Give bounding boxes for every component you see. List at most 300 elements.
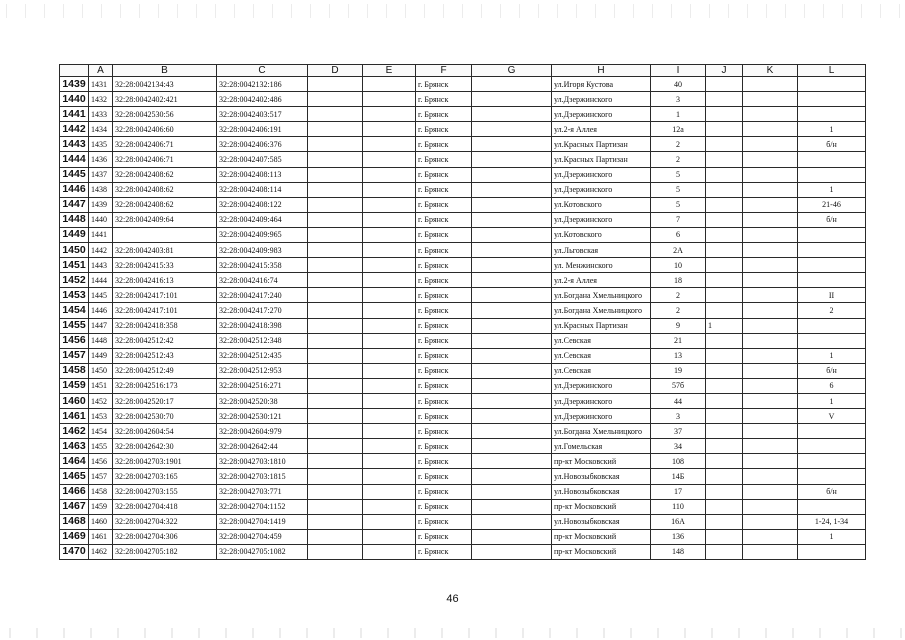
cell-h[interactable]: пр-кт Московский — [552, 454, 651, 469]
cell-d[interactable] — [308, 348, 363, 363]
cell-g[interactable] — [472, 484, 552, 499]
cell-c[interactable]: 32:28:0042604:979 — [217, 424, 308, 439]
cell-i[interactable]: 44 — [651, 393, 706, 408]
cell-j[interactable] — [706, 303, 743, 318]
cell-k[interactable] — [743, 258, 798, 273]
cell-e[interactable] — [363, 409, 416, 424]
cell-i[interactable]: 2 — [651, 152, 706, 167]
cell-h[interactable]: ул.Дзержинского — [552, 107, 651, 122]
cell-b[interactable]: 32:28:0042406:71 — [113, 152, 217, 167]
cell-d[interactable] — [308, 333, 363, 348]
cell-k[interactable] — [743, 469, 798, 484]
cell-e[interactable] — [363, 318, 416, 333]
cell-c[interactable]: 32:28:0042408:122 — [217, 197, 308, 212]
cell-f[interactable]: г. Брянск — [416, 378, 472, 393]
cell-i[interactable]: 2 — [651, 303, 706, 318]
cell-d[interactable] — [308, 303, 363, 318]
cell-k[interactable] — [743, 182, 798, 197]
cell-h[interactable]: ул.2-я Аллея — [552, 122, 651, 137]
cell-g[interactable] — [472, 137, 552, 152]
cell-j[interactable] — [706, 182, 743, 197]
cell-a[interactable]: 1438 — [89, 182, 113, 197]
cell-j[interactable] — [706, 107, 743, 122]
cell-l[interactable] — [798, 107, 866, 122]
column-header-h[interactable]: H — [552, 65, 651, 77]
row-number[interactable]: 1442 — [60, 122, 89, 137]
cell-g[interactable] — [472, 288, 552, 303]
cell-b[interactable]: 32:28:0042403:81 — [113, 243, 217, 258]
cell-j[interactable] — [706, 348, 743, 363]
cell-g[interactable] — [472, 122, 552, 137]
cell-d[interactable] — [308, 107, 363, 122]
cell-i[interactable]: 34 — [651, 439, 706, 454]
column-header-l[interactable]: L — [798, 65, 866, 77]
cell-g[interactable] — [472, 454, 552, 469]
cell-g[interactable] — [472, 152, 552, 167]
cell-e[interactable] — [363, 363, 416, 378]
cell-h[interactable]: ул.Котовского — [552, 197, 651, 212]
cell-l[interactable] — [798, 454, 866, 469]
cell-b[interactable]: 32:28:0042520:17 — [113, 393, 217, 408]
cell-j[interactable] — [706, 439, 743, 454]
cell-j[interactable] — [706, 273, 743, 288]
cell-g[interactable] — [472, 393, 552, 408]
cell-j[interactable] — [706, 288, 743, 303]
cell-c[interactable]: 32:28:0042406:376 — [217, 137, 308, 152]
cell-b[interactable]: 32:28:0042417:101 — [113, 303, 217, 318]
row-number[interactable]: 1453 — [60, 288, 89, 303]
cell-i[interactable]: 19 — [651, 363, 706, 378]
cell-a[interactable]: 1431 — [89, 77, 113, 92]
cell-c[interactable]: 32:28:0042416:74 — [217, 273, 308, 288]
cell-h[interactable]: ул.Гомельская — [552, 439, 651, 454]
cell-b[interactable]: 32:28:0042402:421 — [113, 92, 217, 107]
cell-e[interactable] — [363, 393, 416, 408]
cell-b[interactable]: 32:28:0042703:165 — [113, 469, 217, 484]
cell-j[interactable] — [706, 424, 743, 439]
cell-j[interactable] — [706, 227, 743, 242]
cell-i[interactable]: 108 — [651, 454, 706, 469]
cell-k[interactable] — [743, 333, 798, 348]
cell-k[interactable] — [743, 378, 798, 393]
cell-b[interactable]: 32:28:0042704:418 — [113, 499, 217, 514]
cell-j[interactable] — [706, 167, 743, 182]
cell-g[interactable] — [472, 469, 552, 484]
cell-f[interactable]: г. Брянск — [416, 167, 472, 182]
row-number[interactable]: 1463 — [60, 439, 89, 454]
cell-h[interactable]: ул.Дзержинского — [552, 212, 651, 227]
row-number[interactable]: 1470 — [60, 544, 89, 559]
row-number[interactable]: 1446 — [60, 182, 89, 197]
cell-b[interactable]: 32:28:0042604:54 — [113, 424, 217, 439]
cell-i[interactable]: 1 — [651, 107, 706, 122]
cell-g[interactable] — [472, 363, 552, 378]
cell-h[interactable]: ул.Красных Партизан — [552, 318, 651, 333]
cell-e[interactable] — [363, 92, 416, 107]
cell-e[interactable] — [363, 227, 416, 242]
cell-b[interactable]: 32:28:0042530:70 — [113, 409, 217, 424]
column-header-c[interactable]: C — [217, 65, 308, 77]
cell-j[interactable] — [706, 137, 743, 152]
cell-b[interactable]: 32:28:0042409:64 — [113, 212, 217, 227]
row-number[interactable]: 1456 — [60, 333, 89, 348]
cell-i[interactable]: 5 — [651, 197, 706, 212]
cell-k[interactable] — [743, 363, 798, 378]
row-number[interactable]: 1443 — [60, 137, 89, 152]
cell-k[interactable] — [743, 439, 798, 454]
cell-e[interactable] — [363, 303, 416, 318]
cell-e[interactable] — [363, 77, 416, 92]
row-number[interactable]: 1459 — [60, 378, 89, 393]
cell-f[interactable]: г. Брянск — [416, 243, 472, 258]
cell-c[interactable]: 32:28:0042418:398 — [217, 318, 308, 333]
cell-k[interactable] — [743, 484, 798, 499]
cell-k[interactable] — [743, 273, 798, 288]
cell-i[interactable]: 37 — [651, 424, 706, 439]
cell-e[interactable] — [363, 258, 416, 273]
cell-j[interactable] — [706, 243, 743, 258]
cell-g[interactable] — [472, 273, 552, 288]
cell-f[interactable]: г. Брянск — [416, 318, 472, 333]
cell-b[interactable]: 32:28:0042406:71 — [113, 137, 217, 152]
cell-l[interactable]: 21-46 — [798, 197, 866, 212]
cell-d[interactable] — [308, 258, 363, 273]
cell-c[interactable]: 32:28:0042704:1419 — [217, 514, 308, 529]
cell-i[interactable]: 17 — [651, 484, 706, 499]
cell-g[interactable] — [472, 227, 552, 242]
cell-a[interactable]: 1450 — [89, 363, 113, 378]
column-header-a[interactable]: A — [89, 65, 113, 77]
cell-c[interactable]: 32:28:0042403:517 — [217, 107, 308, 122]
cell-j[interactable] — [706, 378, 743, 393]
column-header-d[interactable]: D — [308, 65, 363, 77]
cell-l[interactable] — [798, 469, 866, 484]
cell-d[interactable] — [308, 227, 363, 242]
row-number[interactable]: 1444 — [60, 152, 89, 167]
cell-a[interactable]: 1449 — [89, 348, 113, 363]
cell-h[interactable]: пр-кт Московский — [552, 544, 651, 559]
cell-h[interactable]: пр-кт Московский — [552, 499, 651, 514]
cell-l[interactable]: 1 — [798, 529, 866, 544]
cell-c[interactable]: 32:28:0042642:44 — [217, 439, 308, 454]
cell-j[interactable] — [706, 544, 743, 559]
cell-f[interactable]: г. Брянск — [416, 122, 472, 137]
cell-j[interactable] — [706, 469, 743, 484]
row-number[interactable]: 1441 — [60, 107, 89, 122]
cell-h[interactable]: ул.Котовского — [552, 227, 651, 242]
cell-i[interactable]: 3 — [651, 409, 706, 424]
cell-g[interactable] — [472, 529, 552, 544]
cell-h[interactable]: ул.Дзержинского — [552, 393, 651, 408]
cell-b[interactable]: 32:28:0042408:62 — [113, 197, 217, 212]
cell-f[interactable]: г. Брянск — [416, 182, 472, 197]
cell-j[interactable] — [706, 77, 743, 92]
cell-c[interactable]: 32:28:0042409:965 — [217, 227, 308, 242]
cell-f[interactable]: г. Брянск — [416, 227, 472, 242]
cell-b[interactable] — [113, 227, 217, 242]
column-header-g[interactable]: G — [472, 65, 552, 77]
row-number[interactable]: 1449 — [60, 227, 89, 242]
cell-d[interactable] — [308, 378, 363, 393]
cell-h[interactable]: ул.Севская — [552, 363, 651, 378]
column-header-i[interactable]: I — [651, 65, 706, 77]
cell-d[interactable] — [308, 92, 363, 107]
cell-h[interactable]: ул.Богдана Хмельницкого — [552, 288, 651, 303]
cell-h[interactable]: ул.Севская — [552, 333, 651, 348]
cell-k[interactable] — [743, 499, 798, 514]
cell-i[interactable]: 5 — [651, 182, 706, 197]
cell-h[interactable]: ул.Богдана Хмельницкого — [552, 424, 651, 439]
cell-l[interactable]: V — [798, 409, 866, 424]
cell-a[interactable]: 1448 — [89, 333, 113, 348]
cell-g[interactable] — [472, 348, 552, 363]
cell-g[interactable] — [472, 318, 552, 333]
cell-h[interactable]: ул.2-я Аллея — [552, 273, 651, 288]
cell-f[interactable]: г. Брянск — [416, 303, 472, 318]
cell-e[interactable] — [363, 333, 416, 348]
cell-a[interactable]: 1435 — [89, 137, 113, 152]
cell-d[interactable] — [308, 544, 363, 559]
cell-d[interactable] — [308, 393, 363, 408]
cell-g[interactable] — [472, 167, 552, 182]
cell-k[interactable] — [743, 348, 798, 363]
row-number[interactable]: 1466 — [60, 484, 89, 499]
cell-g[interactable] — [472, 92, 552, 107]
cell-f[interactable]: г. Брянск — [416, 137, 472, 152]
cell-k[interactable] — [743, 288, 798, 303]
cell-a[interactable]: 1443 — [89, 258, 113, 273]
cell-b[interactable]: 32:28:0042415:33 — [113, 258, 217, 273]
cell-g[interactable] — [472, 303, 552, 318]
cell-d[interactable] — [308, 273, 363, 288]
cell-c[interactable]: 32:28:0042408:114 — [217, 182, 308, 197]
cell-h[interactable]: ул.Дзержинского — [552, 409, 651, 424]
cell-h[interactable]: ул.Дзержинского — [552, 167, 651, 182]
cell-l[interactable] — [798, 258, 866, 273]
cell-c[interactable]: 32:28:0042520:38 — [217, 393, 308, 408]
cell-f[interactable]: г. Брянск — [416, 212, 472, 227]
row-number[interactable]: 1464 — [60, 454, 89, 469]
cell-j[interactable] — [706, 454, 743, 469]
cell-g[interactable] — [472, 378, 552, 393]
cell-g[interactable] — [472, 243, 552, 258]
cell-l[interactable] — [798, 318, 866, 333]
cell-d[interactable] — [308, 152, 363, 167]
cell-c[interactable]: 32:28:0042703:771 — [217, 484, 308, 499]
cell-c[interactable]: 32:28:0042415:358 — [217, 258, 308, 273]
cell-i[interactable]: 21 — [651, 333, 706, 348]
cell-j[interactable] — [706, 212, 743, 227]
cell-k[interactable] — [743, 107, 798, 122]
cell-l[interactable] — [798, 439, 866, 454]
cell-b[interactable]: 32:28:0042705:182 — [113, 544, 217, 559]
cell-i[interactable]: 3 — [651, 92, 706, 107]
cell-g[interactable] — [472, 197, 552, 212]
cell-g[interactable] — [472, 499, 552, 514]
cell-e[interactable] — [363, 167, 416, 182]
cell-k[interactable] — [743, 514, 798, 529]
cell-j[interactable] — [706, 258, 743, 273]
cell-b[interactable]: 32:28:0042703:1901 — [113, 454, 217, 469]
cell-l[interactable] — [798, 92, 866, 107]
cell-h[interactable]: ул.Дзержинского — [552, 182, 651, 197]
cell-l[interactable]: 1 — [798, 348, 866, 363]
cell-d[interactable] — [308, 122, 363, 137]
row-number[interactable]: 1450 — [60, 243, 89, 258]
cell-l[interactable]: 2 — [798, 303, 866, 318]
cell-f[interactable]: г. Брянск — [416, 197, 472, 212]
cell-d[interactable] — [308, 469, 363, 484]
cell-j[interactable] — [706, 499, 743, 514]
cell-l[interactable]: 1-24, 1-34 — [798, 514, 866, 529]
cell-j[interactable] — [706, 197, 743, 212]
cell-a[interactable]: 1442 — [89, 243, 113, 258]
cell-a[interactable]: 1446 — [89, 303, 113, 318]
cell-k[interactable] — [743, 454, 798, 469]
cell-g[interactable] — [472, 333, 552, 348]
cell-d[interactable] — [308, 484, 363, 499]
cell-a[interactable]: 1433 — [89, 107, 113, 122]
cell-d[interactable] — [308, 318, 363, 333]
cell-h[interactable]: ул.Дзержинского — [552, 92, 651, 107]
row-number[interactable]: 1451 — [60, 258, 89, 273]
cell-d[interactable] — [308, 212, 363, 227]
cell-a[interactable]: 1447 — [89, 318, 113, 333]
cell-a[interactable]: 1455 — [89, 439, 113, 454]
cell-j[interactable] — [706, 529, 743, 544]
row-number[interactable]: 1461 — [60, 409, 89, 424]
cell-l[interactable]: б/н — [798, 363, 866, 378]
cell-f[interactable]: г. Брянск — [416, 439, 472, 454]
cell-i[interactable]: 7 — [651, 212, 706, 227]
cell-i[interactable]: 136 — [651, 529, 706, 544]
cell-c[interactable]: 32:28:0042703:1815 — [217, 469, 308, 484]
cell-j[interactable] — [706, 484, 743, 499]
cell-h[interactable]: ул.Новозыбковская — [552, 514, 651, 529]
column-header-k[interactable]: K — [743, 65, 798, 77]
cell-l[interactable] — [798, 424, 866, 439]
cell-l[interactable] — [798, 227, 866, 242]
cell-c[interactable]: 32:28:0042512:435 — [217, 348, 308, 363]
cell-e[interactable] — [363, 212, 416, 227]
cell-f[interactable]: г. Брянск — [416, 258, 472, 273]
cell-f[interactable]: г. Брянск — [416, 393, 472, 408]
cell-k[interactable] — [743, 529, 798, 544]
cell-k[interactable] — [743, 544, 798, 559]
cell-d[interactable] — [308, 77, 363, 92]
cell-e[interactable] — [363, 529, 416, 544]
cell-l[interactable] — [798, 243, 866, 258]
cell-i[interactable]: 5 — [651, 167, 706, 182]
cell-c[interactable]: 32:28:0042703:1810 — [217, 454, 308, 469]
cell-i[interactable]: 10 — [651, 258, 706, 273]
cell-h[interactable]: ул.Льговская — [552, 243, 651, 258]
cell-b[interactable]: 32:28:0042512:42 — [113, 333, 217, 348]
cell-k[interactable] — [743, 92, 798, 107]
cell-b[interactable]: 32:28:0042134:43 — [113, 77, 217, 92]
cell-e[interactable] — [363, 514, 416, 529]
cell-l[interactable]: 1 — [798, 182, 866, 197]
cell-g[interactable] — [472, 544, 552, 559]
cell-c[interactable]: 32:28:0042704:1152 — [217, 499, 308, 514]
cell-e[interactable] — [363, 152, 416, 167]
cell-h[interactable]: пр-кт Московский — [552, 529, 651, 544]
cell-e[interactable] — [363, 454, 416, 469]
cell-e[interactable] — [363, 484, 416, 499]
cell-a[interactable]: 1439 — [89, 197, 113, 212]
cell-b[interactable]: 32:28:0042516:173 — [113, 378, 217, 393]
cell-f[interactable]: г. Брянск — [416, 348, 472, 363]
cell-i[interactable]: 40 — [651, 77, 706, 92]
row-number[interactable]: 1440 — [60, 92, 89, 107]
cell-c[interactable]: 32:28:0042516:271 — [217, 378, 308, 393]
cell-e[interactable] — [363, 424, 416, 439]
cell-a[interactable]: 1441 — [89, 227, 113, 242]
cell-a[interactable]: 1456 — [89, 454, 113, 469]
cell-b[interactable]: 32:28:0042408:62 — [113, 182, 217, 197]
cell-c[interactable]: 32:28:0042132:186 — [217, 77, 308, 92]
cell-k[interactable] — [743, 167, 798, 182]
cell-a[interactable]: 1436 — [89, 152, 113, 167]
cell-g[interactable] — [472, 424, 552, 439]
cell-k[interactable] — [743, 137, 798, 152]
cell-e[interactable] — [363, 348, 416, 363]
row-number[interactable]: 1457 — [60, 348, 89, 363]
cell-e[interactable] — [363, 439, 416, 454]
cell-f[interactable]: г. Брянск — [416, 469, 472, 484]
column-header-b[interactable]: B — [113, 65, 217, 77]
cell-l[interactable]: 6 — [798, 378, 866, 393]
cell-j[interactable] — [706, 514, 743, 529]
cell-i[interactable]: 2 — [651, 288, 706, 303]
cell-e[interactable] — [363, 243, 416, 258]
cell-g[interactable] — [472, 409, 552, 424]
cell-h[interactable]: ул.Красных Партизан — [552, 152, 651, 167]
cell-h[interactable]: ул.Красных Партизан — [552, 137, 651, 152]
cell-f[interactable]: г. Брянск — [416, 454, 472, 469]
cell-a[interactable]: 1451 — [89, 378, 113, 393]
cell-k[interactable] — [743, 227, 798, 242]
cell-j[interactable] — [706, 393, 743, 408]
cell-i[interactable]: 2 — [651, 137, 706, 152]
cell-f[interactable]: г. Брянск — [416, 544, 472, 559]
cell-l[interactable] — [798, 544, 866, 559]
cell-b[interactable]: 32:28:0042703:155 — [113, 484, 217, 499]
cell-g[interactable] — [472, 514, 552, 529]
row-number[interactable]: 1448 — [60, 212, 89, 227]
cell-a[interactable]: 1458 — [89, 484, 113, 499]
cell-e[interactable] — [363, 378, 416, 393]
cell-i[interactable]: 57б — [651, 378, 706, 393]
row-number[interactable]: 1468 — [60, 514, 89, 529]
cell-g[interactable] — [472, 212, 552, 227]
row-number[interactable]: 1462 — [60, 424, 89, 439]
cell-e[interactable] — [363, 182, 416, 197]
cell-d[interactable] — [308, 409, 363, 424]
cell-c[interactable]: 32:28:0042408:113 — [217, 167, 308, 182]
cell-j[interactable] — [706, 92, 743, 107]
cell-j[interactable] — [706, 363, 743, 378]
cell-i[interactable]: 16А — [651, 514, 706, 529]
cell-h[interactable]: ул. Менжинского — [552, 258, 651, 273]
cell-k[interactable] — [743, 424, 798, 439]
cell-l[interactable]: II — [798, 288, 866, 303]
cell-k[interactable] — [743, 122, 798, 137]
corner-header[interactable] — [60, 65, 89, 77]
cell-i[interactable]: 6 — [651, 227, 706, 242]
cell-e[interactable] — [363, 469, 416, 484]
cell-f[interactable]: г. Брянск — [416, 424, 472, 439]
